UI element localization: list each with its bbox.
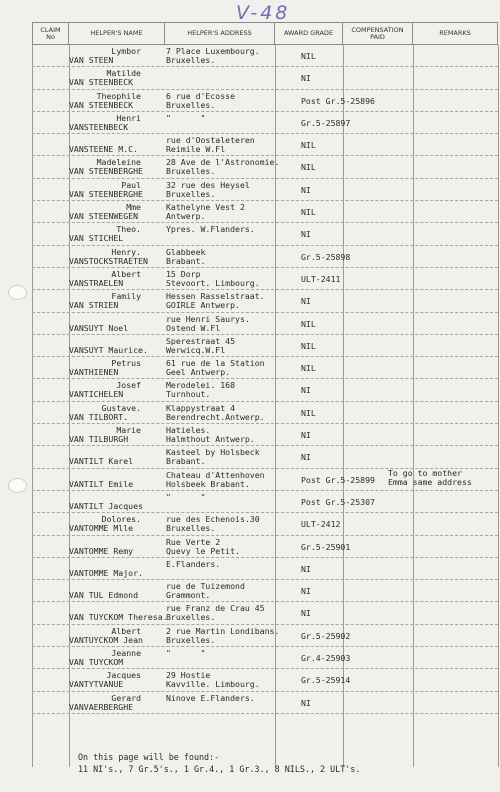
address-line-2: Geel Antwerp.	[166, 367, 231, 378]
award-grade: NIL	[301, 340, 316, 351]
table-row	[32, 647, 498, 669]
table-row	[32, 536, 498, 558]
award-grade: NIL	[301, 140, 316, 151]
helper-surname: VANTILT Karel	[69, 456, 134, 467]
award-grade: NI	[301, 586, 311, 597]
helper-first-name: Albert	[111, 625, 141, 636]
helper-surname: VAN STICHEL	[69, 233, 124, 244]
address-line-1: rue Franz de Crau 45	[166, 603, 265, 614]
address-line-2: Bruxelles.	[166, 634, 216, 645]
helper-surname: VANTOMME Major.	[69, 567, 143, 578]
address-line-1: rue de Tuizemond	[166, 581, 245, 592]
table-row	[32, 558, 498, 580]
remark-text: To go to mother Emma same address	[388, 467, 472, 488]
helper-surname: VAN TILBURGH	[69, 434, 129, 445]
address-line-2: Turnhout.	[166, 389, 211, 400]
helper-first-name: Henry.	[111, 246, 141, 257]
column-line	[498, 45, 499, 767]
helper-surname: VANVAERBERGHE	[69, 701, 134, 712]
award-grade: NI	[301, 229, 311, 240]
helper-surname: VANSTEENBECK	[69, 121, 129, 132]
helper-surname: VANTHIENEN	[69, 367, 119, 378]
award-grade: Gr.4-25903	[301, 653, 351, 664]
header-claim: CLAIM No	[32, 22, 69, 45]
award-grade: NIL	[301, 363, 316, 374]
address-line-1: rue Henri Saurys.	[166, 313, 250, 324]
helper-surname: VANSUYT Maurice.	[69, 344, 148, 355]
helper-first-name: Josef	[116, 380, 141, 391]
address-line-1: 32 rue des Heysel	[166, 179, 250, 190]
award-grade: NIL	[301, 162, 316, 173]
award-grade: Gr.5-25901	[301, 541, 351, 552]
helper-first-name: Jeanne	[111, 648, 141, 659]
award-grade: Post Gr.5-25307	[301, 496, 375, 507]
address-line-1: 61 rue de la Station	[166, 358, 265, 369]
address-line-1: Glabbeek	[166, 246, 206, 257]
award-grade: NIL	[301, 318, 316, 329]
table-row	[32, 67, 498, 89]
address-line-2: Reimile W.Fl	[166, 144, 226, 155]
award-grade: NI	[301, 385, 311, 396]
helper-first-name: Gustave.	[101, 402, 141, 413]
helper-surname: VANTOMME Mlle	[69, 523, 134, 534]
header-award-grade: AWARD GRADE	[275, 22, 343, 45]
table-row	[32, 602, 498, 624]
award-grade: NI	[301, 430, 311, 441]
table-row	[32, 625, 498, 647]
helper-first-name: Paul	[121, 179, 141, 190]
address-line-2: Ostend W.Fl	[166, 322, 221, 333]
helper-surname: VANTILT Jacques	[69, 500, 143, 511]
helper-surname: VANTYTVANUE	[69, 679, 124, 690]
award-grade: Post Gr.5-25896	[301, 95, 375, 106]
table-row	[32, 469, 498, 491]
award-grade: NI	[301, 563, 311, 574]
helper-first-name: Theophile	[96, 90, 141, 101]
address-line-1: Kasteel by Holsbeck	[166, 447, 260, 458]
helper-surname: VAN STEENWEGEN	[69, 211, 139, 222]
helper-surname: VAN STEENBERGHE	[69, 166, 143, 177]
address-line-1: " "	[166, 112, 206, 123]
table-row	[32, 112, 498, 134]
helper-surname: VAN STEENBERGHE	[69, 188, 143, 199]
award-grade: ULT-2411	[301, 273, 341, 284]
address-line-2: Bruxelles.	[166, 612, 216, 623]
address-line-2: Bruxelles.	[166, 99, 216, 110]
helper-first-name: Family	[111, 291, 141, 302]
address-line-2: Bruxelles.	[166, 188, 216, 199]
table-row	[32, 223, 498, 245]
table-row	[32, 335, 498, 357]
helper-first-name: Matilde	[106, 68, 141, 79]
address-line-2: Stevoort. Limbourg.	[166, 277, 260, 288]
award-grade: NIL	[301, 407, 316, 418]
helper-surname: VANTICHELEN	[69, 389, 124, 400]
address-line-1: 15 Dorp	[166, 268, 201, 279]
table-row	[32, 246, 498, 268]
address-line-1: Ninove E.Flanders.	[166, 692, 255, 703]
address-line-2: Bruxelles.	[166, 166, 216, 177]
table-row	[32, 179, 498, 201]
handwritten-page-mark: V-48	[236, 2, 291, 24]
award-grade: Gr.5-25897	[301, 117, 351, 128]
address-line-2: Antwerp.	[166, 211, 206, 222]
address-line-1: Merodelei. 168	[166, 380, 236, 391]
helper-surname: VAN TILBORT.	[69, 411, 129, 422]
award-grade: Gr.5-25902	[301, 630, 351, 641]
table-row	[32, 90, 498, 112]
table-row	[32, 491, 498, 513]
table-row	[32, 379, 498, 401]
address-line-1: Chateau d'Attenhoven	[166, 469, 265, 480]
address-line-1: " "	[166, 648, 206, 659]
address-line-1: Ypres. W.Flanders.	[166, 224, 255, 235]
helper-first-name: Madeleine	[96, 157, 141, 168]
helper-surname: VANSTEENE M.C.	[69, 144, 139, 155]
helper-surname: VANTILT Emile	[69, 478, 134, 489]
address-line-2: Bruxelles.	[166, 523, 216, 534]
footer-line-1: On this page will be found:-	[78, 752, 220, 762]
table-row	[32, 201, 498, 223]
table-row	[32, 424, 498, 446]
table-row	[32, 692, 498, 714]
helper-first-name: Mme	[126, 202, 141, 213]
helper-surname: VANSUYT Noel	[69, 322, 129, 333]
header-helper-address: HELPER'S ADDRESS	[165, 22, 275, 45]
award-grade: Gr.5-25914	[301, 675, 351, 686]
award-grade: NIL	[301, 51, 316, 61]
address-line-2: Quevy le Petit.	[166, 545, 240, 556]
helper-first-name: Petrus	[111, 358, 141, 369]
address-line-1: 28 Ave de l'Astronomie.	[166, 157, 280, 168]
award-grade: NI	[301, 184, 311, 195]
table-row	[32, 156, 498, 178]
table-row	[32, 513, 498, 535]
address-line-1: Rue Verte 2	[166, 536, 221, 547]
table-row	[32, 357, 498, 379]
address-line-2: Halmthout Antwerp.	[166, 434, 255, 445]
address-line-2: Grammont.	[166, 590, 211, 601]
helper-surname: VAN TUL Edmond	[69, 590, 139, 601]
address-line-1: " "	[166, 491, 206, 502]
address-line-2: Kavville. Limbourg.	[166, 679, 260, 690]
helper-surname: VAN TUYCKOM Theresa.	[69, 612, 168, 623]
helper-surname: VAN STEENBECK	[69, 99, 134, 110]
award-grade: NI	[301, 73, 311, 84]
award-grade: Gr.5-25898	[301, 251, 351, 262]
helper-first-name: Jacques	[106, 670, 141, 681]
address-line-1: Hessen Rasselstraat.	[166, 291, 265, 302]
award-grade: NI	[301, 452, 311, 463]
address-line-1: 29 Hostie	[166, 670, 211, 681]
address-line-2: GOIRLE Antwerp.	[166, 300, 240, 311]
address-line-1: rue d'Oostaleteren	[166, 135, 255, 146]
address-line-1: Klappystraat 4	[166, 402, 236, 413]
helper-surname: VAN STRIEN	[69, 300, 119, 311]
footer-summary: 11 NI's., 7 Gr.5's., 1 Gr.4., 1 Gr.3., 8 NILS., 2 ULT's.	[78, 764, 361, 774]
address-line-2: Brabant.	[166, 456, 206, 467]
address-line-2: Brabant.	[166, 255, 206, 266]
helper-surname: VANSTRAELEN	[69, 277, 124, 288]
table-row	[32, 580, 498, 602]
header-helper-name: HELPER'S NAME	[69, 22, 165, 45]
address-line-2: Bruxelles.	[166, 55, 216, 65]
address-line-1: 2 rue Martin Londibans.	[166, 625, 280, 636]
table-row	[32, 290, 498, 312]
address-line-1: Hatieles.	[166, 425, 211, 436]
helper-surname: VAN TUYCKOM	[69, 657, 124, 668]
header-remarks: REMARKS	[413, 22, 498, 45]
helper-surname: VAN STEEN	[69, 55, 114, 65]
table-row	[32, 313, 498, 335]
table-row	[32, 446, 498, 468]
address-line-1: E.Flanders.	[166, 558, 221, 569]
helper-first-name: Henri	[116, 112, 141, 123]
helper-surname: VANTOMME Remy	[69, 545, 134, 556]
address-line-2: Werwicq.W.Fl	[166, 344, 226, 355]
helper-first-name: Theo.	[116, 224, 141, 235]
award-grade: NIL	[301, 207, 316, 218]
address-line-1: rue des Echenois.30	[166, 514, 260, 525]
helper-first-name: Albert	[111, 268, 141, 279]
table-row	[32, 134, 498, 156]
award-grade: NI	[301, 697, 311, 708]
table-row	[32, 268, 498, 290]
helper-first-name: Marie	[116, 425, 141, 436]
award-grade: ULT-2412	[301, 519, 341, 530]
punch-hole	[8, 285, 27, 300]
table-row	[32, 669, 498, 691]
award-grade: Post Gr.5-25899	[301, 474, 375, 485]
helper-surname: VAN STEENBECK	[69, 77, 134, 88]
record-table	[32, 45, 498, 714]
address-line-1: Sperestraat 45	[166, 335, 236, 346]
table-row	[32, 45, 498, 67]
punch-hole	[8, 478, 27, 493]
helper-first-name: Lymbor	[111, 46, 141, 56]
address-line-2: Berendrecht.Antwerp.	[166, 411, 265, 422]
helper-first-name: Dolores.	[101, 514, 141, 525]
address-line-1: Kathelyne Vest 2	[166, 202, 245, 213]
helper-surname: VANSTOCKSTRAETEN	[69, 255, 148, 266]
helper-first-name: Gerard	[111, 692, 141, 703]
helper-surname: VANTUYCKOM Jean	[69, 634, 143, 645]
address-line-2: Holsbeek Brabant.	[166, 478, 250, 489]
address-line-1: 7 Place Luxembourg.	[166, 46, 260, 56]
table-row	[32, 402, 498, 424]
address-line-1: 6 rue d'Ecosse	[166, 90, 236, 101]
award-grade: NI	[301, 296, 311, 307]
header-compensation: COMPENSATION PAID	[343, 22, 413, 45]
award-grade: NI	[301, 608, 311, 619]
